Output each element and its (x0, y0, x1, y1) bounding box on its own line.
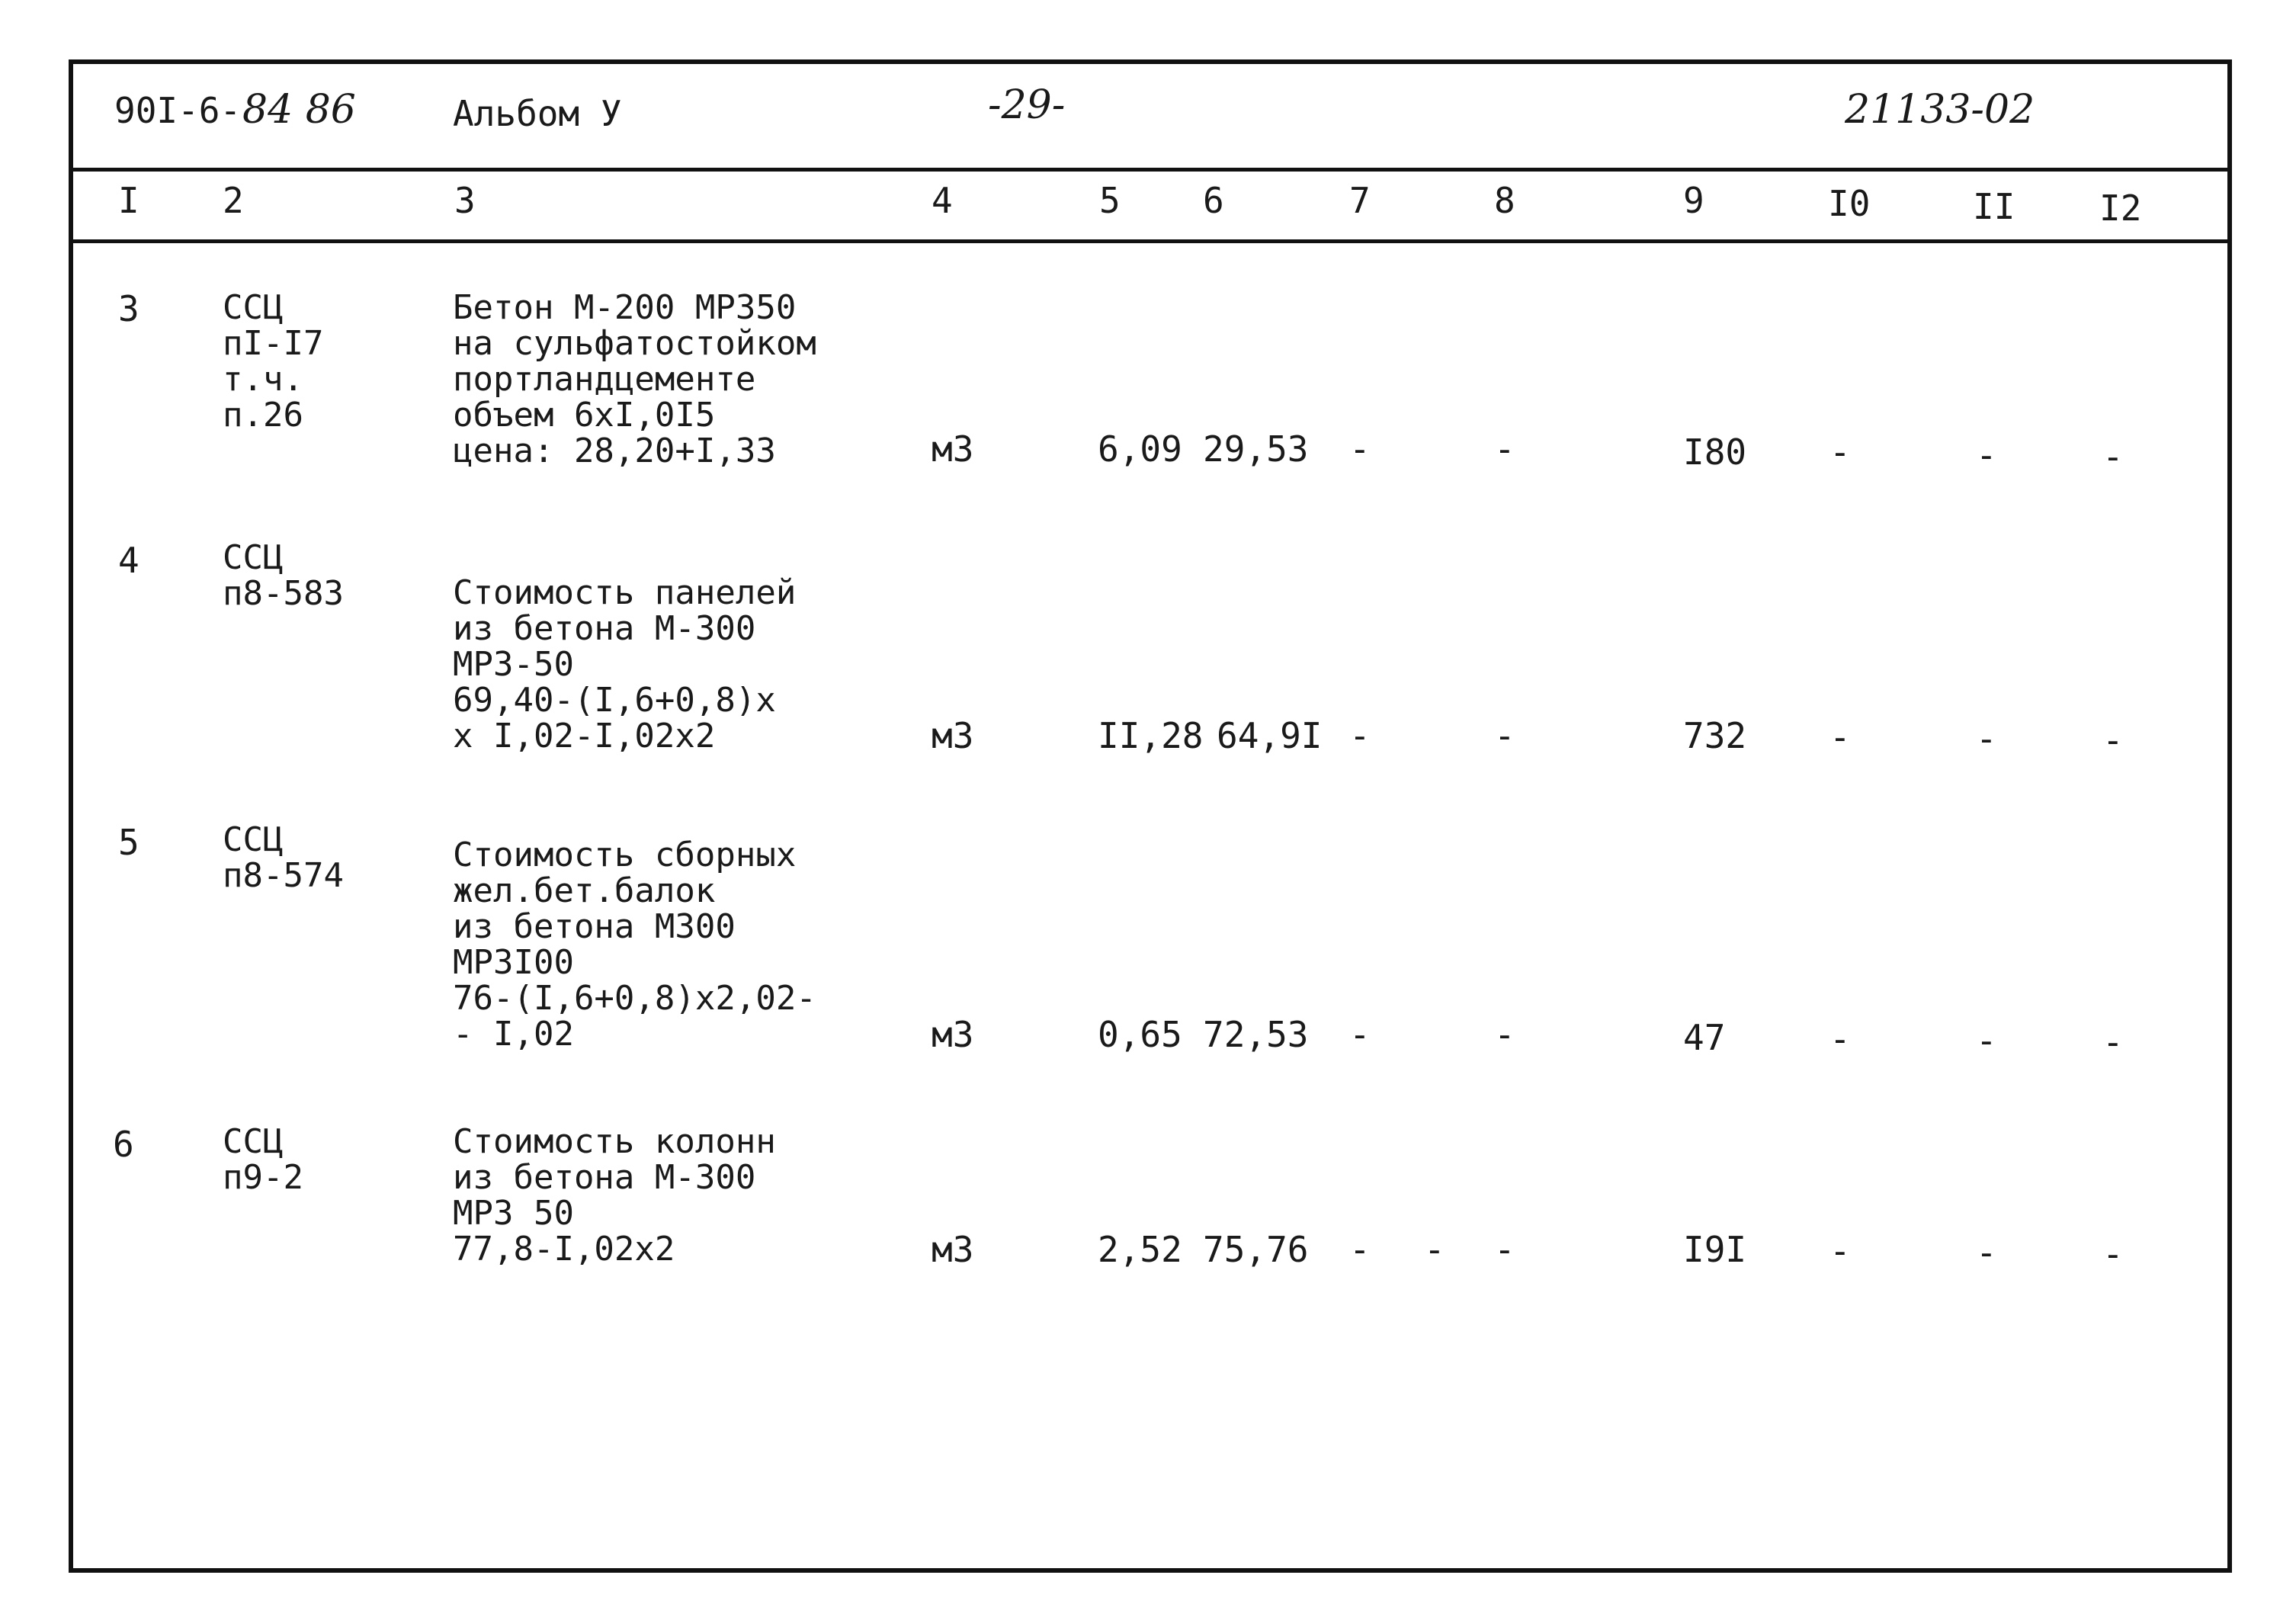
row-col8: - (1494, 1229, 1515, 1270)
row-quantity: 2,52 (1098, 1229, 1182, 1270)
project-number: 21133-02 (1845, 87, 2035, 133)
doc-code-handwritten: 84 86 (242, 87, 356, 133)
header-rule-top (73, 168, 2227, 172)
header-rule-bottom (73, 239, 2227, 243)
row-unit-price: 64,9I (1217, 715, 1323, 756)
column-header: 2 (223, 180, 244, 221)
row-col7-extra: - (1424, 1229, 1445, 1270)
row-col7: - (1349, 715, 1371, 756)
row-col10: - (1829, 1230, 1851, 1272)
column-header: I0 (1828, 183, 1871, 224)
row-reference: ССЦ п8-574 (223, 820, 344, 895)
row-col12: - (2102, 720, 2124, 761)
page-frame (69, 59, 2232, 1573)
row-unit: м3 (932, 715, 974, 756)
column-header: I2 (2099, 188, 2142, 229)
row-reference: ССЦ п8-583 (223, 538, 344, 613)
row-total: 732 (1683, 715, 1747, 756)
row-unit: м3 (932, 1229, 974, 1270)
column-header: 8 (1494, 180, 1515, 221)
row-col10: - (1829, 1019, 1851, 1060)
page-number: -29- (988, 82, 1066, 128)
row-quantity: II,28 (1098, 715, 1204, 756)
row-reference: ССЦ пI-I7 т.ч. п.26 (223, 288, 324, 435)
row-col8: - (1494, 428, 1515, 470)
row-quantity: 0,65 (1098, 1014, 1182, 1055)
row-col12: - (2102, 1233, 2124, 1275)
column-header: 4 (932, 180, 953, 221)
row-col10: - (1829, 717, 1851, 758)
row-unit: м3 (932, 428, 974, 470)
column-header: 6 (1203, 180, 1224, 221)
row-unit-price: 29,53 (1203, 428, 1309, 470)
row-col7: - (1349, 1229, 1371, 1270)
row-description: Стоимость сборных жел.бет.балок из бетона М300 МРЗI00 76-(I,6+0,8)х2,02- - I,02 (453, 836, 816, 1054)
row-quantity: 6,09 (1098, 428, 1182, 470)
row-col11: - (1976, 718, 1997, 759)
album-label: Альбом У (453, 93, 622, 134)
row-unit: м3 (932, 1014, 974, 1055)
row-col7: - (1349, 428, 1371, 470)
doc-code: 90I-6- (114, 90, 242, 131)
column-header: 9 (1683, 180, 1704, 221)
column-header: 5 (1099, 180, 1121, 221)
row-total: I80 (1683, 431, 1747, 473)
row-unit-price: 75,76 (1203, 1229, 1309, 1270)
row-description: Стоимость колонн из бетона М-300 МРЗ 50 77,8-I,02х2 (453, 1122, 776, 1269)
row-col8: - (1494, 1014, 1515, 1055)
row-number: 6 (113, 1124, 134, 1165)
row-total: I9I (1683, 1229, 1747, 1270)
row-col12: - (2102, 1022, 2124, 1063)
row-number: 3 (118, 288, 139, 329)
row-col8: - (1494, 715, 1515, 756)
column-header: 3 (454, 180, 476, 221)
row-col12: - (2102, 436, 2124, 477)
row-number: 5 (118, 822, 139, 863)
row-number: 4 (118, 540, 139, 581)
column-header: II (1973, 186, 2015, 227)
row-unit-price: 72,53 (1203, 1014, 1309, 1055)
row-col7: - (1349, 1014, 1371, 1055)
column-header: 7 (1349, 180, 1371, 221)
column-header: I (118, 180, 139, 221)
row-col10: - (1829, 431, 1851, 473)
row-description: Стоимость панелей из бетона М-300 МРЗ-50 69,40-(I,6+0,8)х х I,02-I,02х2 (453, 573, 797, 755)
row-description: Бетон М-200 МРЗ50 на сульфатостойком портландцементе объем 6хI,0I5 цена: 28,20+I,33 (453, 288, 816, 470)
row-col11: - (1976, 1020, 1997, 1061)
row-col11: - (1976, 1232, 1997, 1273)
row-reference: ССЦ п9-2 (223, 1122, 303, 1197)
row-total: 47 (1683, 1017, 1726, 1058)
row-col11: - (1976, 435, 1997, 476)
